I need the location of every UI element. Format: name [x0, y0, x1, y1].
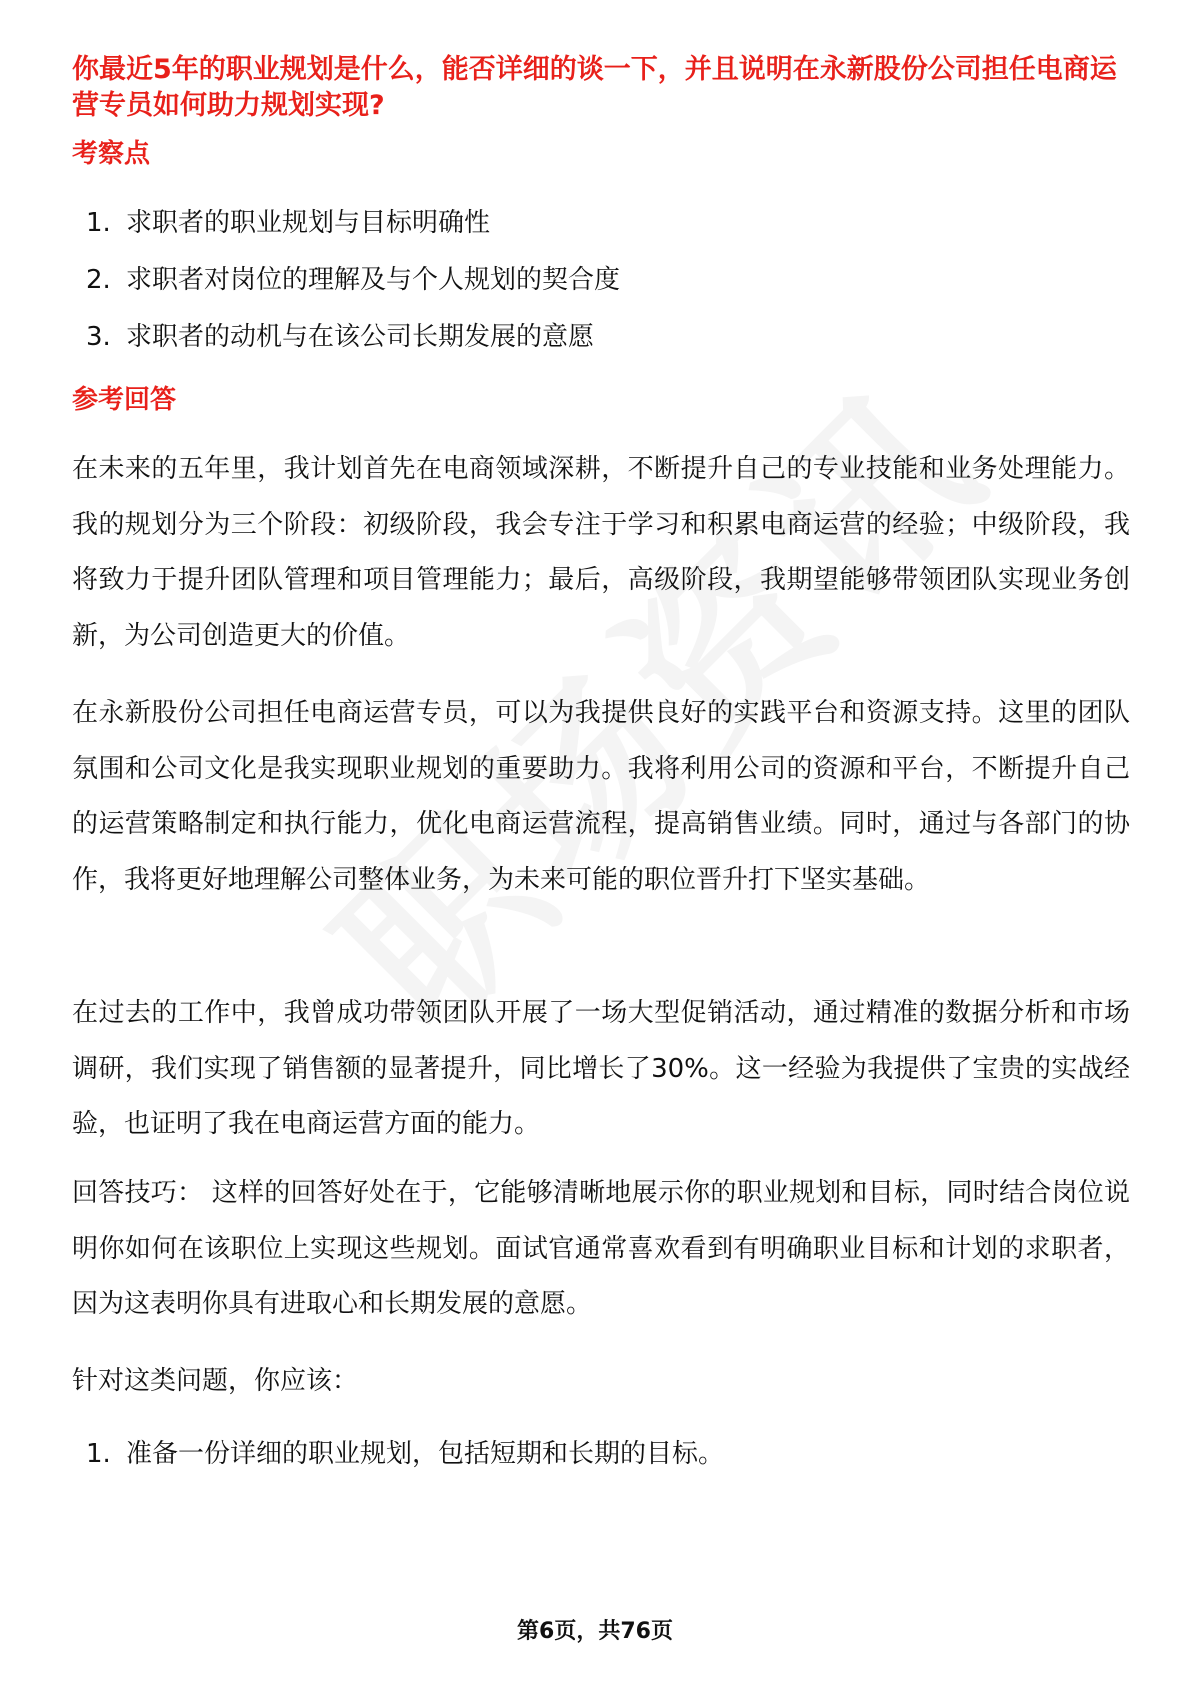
advice-list: [72, 1436, 1132, 1493]
list-item-text: 准备一份详细的职业规划，包括短期和长期的目标。: [126, 1439, 725, 1469]
list-item: [72, 262, 1132, 298]
list-item-number: 1.: [86, 1439, 111, 1469]
list-item-text: 求职者对岗位的理解及与个人规划的契合度: [126, 265, 621, 295]
tips-paragraph: 回答技巧： 这样的回答好处在于，它能够清晰地展示你的职业规划和目标，同时结合岗位说明你如何在该职位上实现这些规划。面试官通常喜欢看到有明确职业目标和计划的求职者，因为这表明你具有进取心和长期发展的意愿。: [72, 1178, 1130, 1319]
list-item-text: 求职者的动机与在该公司长期发展的意愿: [126, 322, 595, 352]
list-item: [72, 319, 1132, 355]
answer-paragraph: 在未来的五年里，我计划首先在电商领域深耕，不断提升自己的专业技能和业务处理能力。我的规划分为三个阶段：初级阶段，我会专注于学习和积累电商运营的经验；中级阶段，我将致力于提升团队管理和项目管理能力；最后，高级阶段，我期望能够带领团队实现业务创新，为公司创造更大的价值。: [72, 454, 1130, 651]
focus-points-list: [72, 205, 1132, 376]
list-item-number: 1.: [86, 208, 111, 238]
list-item-number: 2.: [86, 265, 111, 295]
page-footer: 第6页，共76页: [517, 1619, 673, 1644]
list-item-text: 求职者的职业规划与目标明确性: [126, 208, 491, 238]
answer-section-heading: 参考回答: [72, 385, 177, 415]
question-title: 你最近5年的职业规划是什么，能否详细的谈一下，并且说明在永新股份公司担任电商运营专员如何助力规划实现?: [72, 54, 1117, 121]
list-item: [72, 205, 1132, 241]
list-item: [72, 1436, 1132, 1472]
advice-intro: 针对这类问题，你应该：: [72, 1366, 359, 1396]
list-item-number: 3.: [86, 322, 111, 352]
focus-section-heading: 考察点: [72, 139, 151, 169]
answer-paragraph: 在永新股份公司担任电商运营专员，可以为我提供良好的实践平台和资源支持。这里的团队氛围和公司文化是我实现职业规划的重要助力。我将利用公司的资源和平台，不断提升自己的运营策略制定和执行能力，优化电商运营流程，提高销售业绩。同时，通过与各部门的协作，我将更好地理解公司整体业务，为未来可能的职位晋升打下坚实基础。: [72, 698, 1130, 895]
answer-paragraph: 在过去的工作中，我曾成功带领团队开展了一场大型促销活动，通过精准的数据分析和市场调研，我们实现了销售额的显著提升，同比增长了30%。这一经验为我提供了宝贵的实战经验，也证明了我在电商运营方面的能力。: [72, 998, 1130, 1139]
